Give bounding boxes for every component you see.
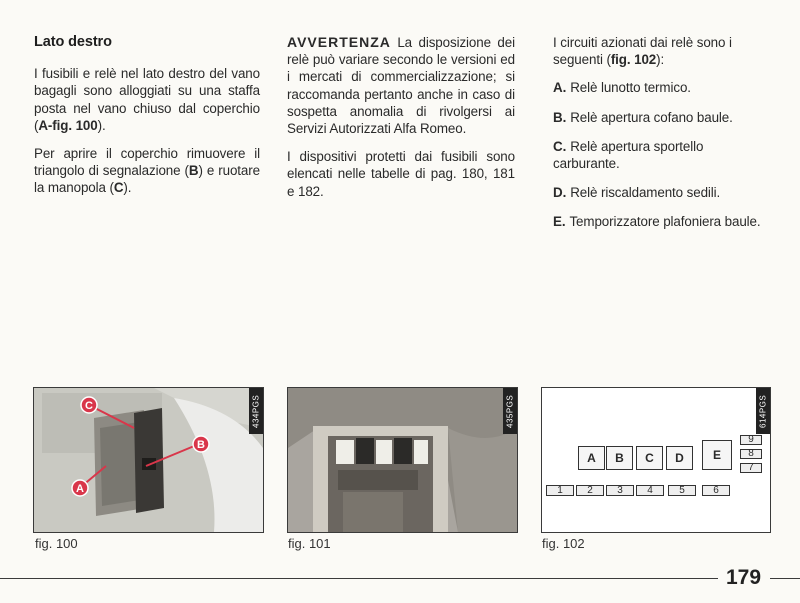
figure-reference: A-fig. 100 [38,117,98,133]
text: Per aprire il coperchio rimuovere il triangolo di segnalazione ( [34,146,260,179]
figure-code: 434PGS [249,388,263,434]
fuse-9: 9 [740,435,762,445]
right-intro [553,34,765,68]
list-item [553,109,765,126]
text: ): [656,52,665,68]
relay-d: D [666,446,693,470]
warning-text: La disposizione dei relè può variare secondo le versioni ed i mercati di commercializzazione; si raccomanda pertanto anche in caso di sospetta anomalia di rivolgersi ai Servizi Autorizzati Alfa Romeo. [287,35,516,137]
fuse-8: 8 [740,449,762,459]
warning-paragraph [287,34,515,137]
callout-b-label: B [197,439,205,451]
middle-paragraph-2: I dispositivi protetti dai fusibili sono elencati nelle tabelle di pag. 180, 181 e 182. [287,149,515,199]
relay-c: C [636,446,663,470]
middle-column [287,34,515,211]
item-key: C. [553,138,567,154]
figure-code: 614PGS [756,388,770,434]
relay-bracket-illustration [288,388,517,532]
item-text: Relè apertura cofano baule. [570,109,733,125]
figure-code: 435PGS [503,388,517,434]
figure-100-caption: fig. 100 [35,536,78,551]
text: ) e ruotare la manopola ( [34,163,260,196]
figure-100 [33,387,264,533]
text: ). [123,180,132,196]
figure-reference: fig. 102 [610,52,657,68]
callout-a-label: A [76,483,84,495]
list-item [553,138,765,172]
callout-c-label: C [85,400,93,412]
text: ). [97,117,106,133]
fuse-3: 3 [606,485,634,496]
item-key: D. [553,185,567,201]
item-key: A. [553,80,567,96]
left-paragraph-2 [34,145,260,197]
item-text: Relè apertura sportello carburante. [553,138,704,172]
fuse-1: 1 [546,485,574,496]
section-heading: Lato destro [34,34,112,50]
trunk-illustration [34,388,263,532]
list-item [553,213,765,230]
item-text: Relè riscaldamento sedili. [570,185,721,201]
left-paragraph-1 [34,65,260,134]
fuse-6: 6 [702,485,730,496]
list-item [553,184,765,201]
item-key: E. [553,214,566,230]
page-number: 179 [726,566,762,589]
callout-b [193,436,209,452]
relay-a: A [578,446,605,470]
footer-rule [0,578,718,579]
fuse-2: 2 [576,485,604,496]
text: I circuiti azionati dai relè sono i seguenti ( [553,35,732,68]
item-text: Temporizzatore plafoniera baule. [569,214,761,230]
callout-reference: C [113,180,124,196]
figure-102-caption: fig. 102 [542,536,585,551]
relay-e: E [702,440,732,470]
relay-list [553,79,765,230]
figure-102 [541,387,771,533]
right-column [553,34,765,243]
fuse-4: 4 [636,485,664,496]
list-item [553,79,765,96]
warning-label: AVVERTENZA [287,34,391,50]
text: I fusibili e relè nel lato destro del vano bagagli sono alloggiati su una staffa posta nel vano chiuso dal coperchio ( [34,66,260,133]
fuse-7: 7 [740,463,762,473]
figure-101 [287,387,518,533]
callout-a [72,480,88,496]
fuse-5: 5 [668,485,696,496]
item-text: Relè lunotto termico. [570,80,691,96]
relay-b: B [606,446,633,470]
footer-rule-end [770,578,800,579]
callout-reference: B [188,163,199,179]
callout-c [81,397,97,413]
item-key: B. [553,109,567,125]
figure-101-caption: fig. 101 [288,536,331,551]
left-column [34,34,260,208]
